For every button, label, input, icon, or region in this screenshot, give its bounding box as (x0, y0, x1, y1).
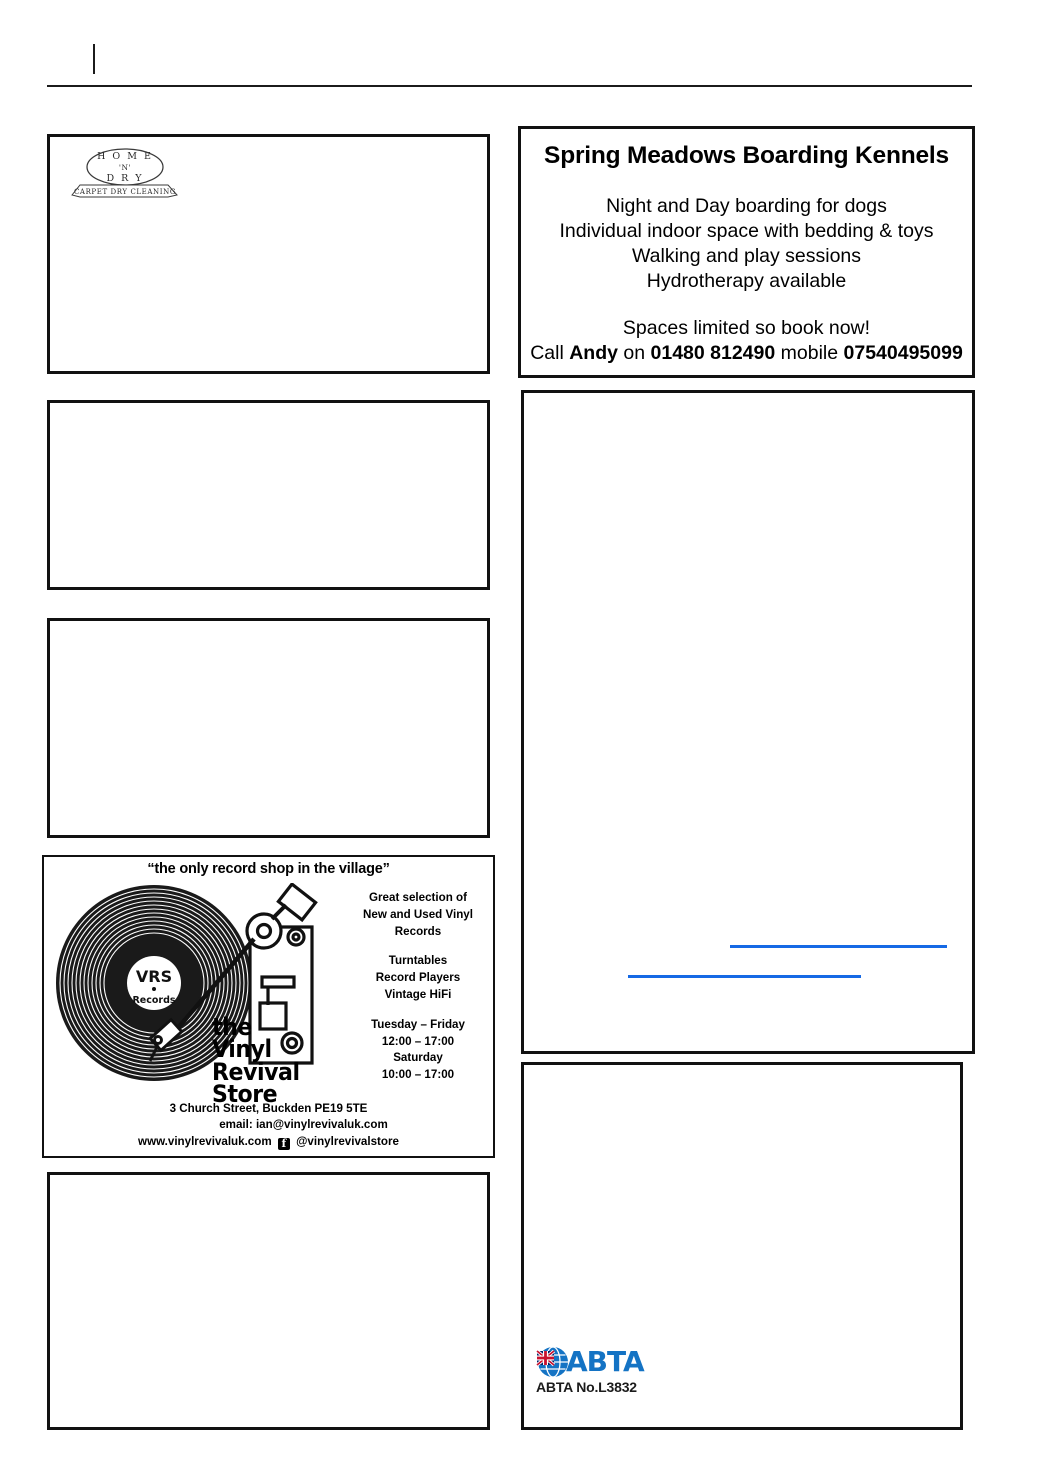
kennels-services-list (529, 194, 964, 295)
advert-vinyl-revival-store[interactable] (42, 855, 495, 1158)
vinyl-website[interactable]: www.vinylrevivaluk.com (138, 1134, 272, 1148)
svg-text:H O M E: H O M E (97, 151, 153, 162)
vinyl-wordmark-line-4: Store (212, 1079, 278, 1108)
vinyl-selling-point-equipment: Turntables Record Players Vintage HiFi (375, 954, 461, 1001)
vinyl-opening-hours: Tuesday – Friday 12:00 – 17:00 Saturday 10:00 – 17:00 (371, 1017, 465, 1082)
vinyl-contact-footer (44, 1101, 493, 1150)
advert-spring-meadows-kennels[interactable] (518, 126, 975, 378)
kennels-mobile-number: 07540495099 (843, 341, 963, 364)
advert-blank-left-2[interactable] (47, 618, 490, 838)
vinyl-wordmark-line-2: Vinyl (212, 1035, 272, 1064)
link-underline-2[interactable] (628, 975, 861, 978)
vinyl-wordmark-line-3: Revival (212, 1057, 300, 1086)
page-header (0, 0, 1040, 100)
kennels-landline-number: 01480 812490 (650, 341, 776, 364)
kennels-service-1: Night and Day boarding for dogs (606, 194, 887, 217)
vinyl-selling-points (344, 890, 492, 1084)
kennels-title: Spring Meadows Boarding Kennels (544, 142, 949, 169)
abta-logo-block (536, 1346, 736, 1395)
link-underline-1[interactable] (730, 945, 947, 948)
svg-text:CARPET DRY CLEANING: CARPET DRY CLEANING (73, 188, 177, 196)
vinyl-address: 3 Church Street, Buckden PE19 5TE (169, 1101, 368, 1115)
kennels-spacer (529, 295, 964, 316)
kennels-contact-line (529, 341, 964, 366)
vinyl-selling-point-products: Great selection of New and Used Vinyl Records (363, 891, 473, 938)
kennels-booking-note: Spaces limited so book now! (622, 316, 871, 339)
kennels-call-prefix: Call (530, 341, 570, 364)
svg-text:VRS: VRS (135, 967, 173, 986)
abta-wordmark: ABTA (566, 1345, 644, 1378)
kennels-service-2: Individual indoor space with bedding & toys (559, 220, 934, 243)
advert-blank-left-1[interactable] (47, 400, 490, 590)
text-caret-marker (93, 44, 95, 74)
advert-blank-right-large[interactable] (521, 390, 975, 1054)
home-n-dry-logo-icon (65, 145, 185, 203)
kennels-contact-name: Andy (569, 341, 618, 364)
svg-text:Records: Records (132, 995, 176, 1006)
kennels-service-4: Hydrotherapy available (646, 270, 847, 293)
abta-membership-number: ABTA No.L3832 (536, 1379, 637, 1395)
svg-text:D R Y: D R Y (106, 173, 144, 184)
vinyl-wordmark-line-1: the (212, 1013, 252, 1041)
kennels-call-mid: on (617, 341, 651, 364)
vinyl-tagline: “the only record shop in the village” (147, 861, 390, 877)
vinyl-social-handle[interactable]: @vinylrevivalstore (296, 1134, 399, 1148)
kennels-service-3: Walking and play sessions (631, 245, 862, 268)
vinyl-web-social-line (44, 1134, 493, 1150)
facebook-icon[interactable]: f (278, 1138, 290, 1150)
header-divider-rule (47, 85, 972, 87)
abta-globe-union-jack-icon (536, 1346, 570, 1378)
svg-text:'N': 'N' (118, 163, 132, 172)
vinyl-email[interactable]: email: ian@vinylrevivaluk.com (219, 1118, 388, 1132)
advert-travel-abta[interactable] (521, 1062, 963, 1430)
advert-home-n-dry[interactable] (47, 134, 490, 374)
kennels-mobile-label: mobile (775, 341, 844, 364)
advert-blank-left-3[interactable] (47, 1172, 490, 1430)
